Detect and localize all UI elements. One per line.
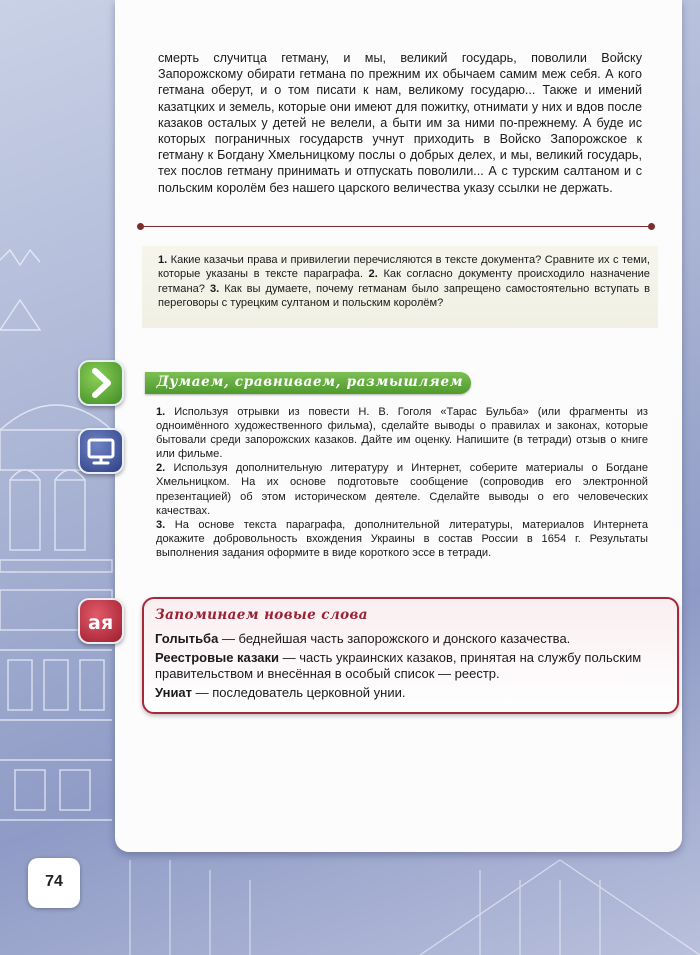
tasks-list xyxy=(156,405,648,560)
task-item xyxy=(156,461,648,517)
vocabulary-title: Запоминаем новые слова xyxy=(155,607,368,623)
vocabulary-definition: — беднейшая часть запорожского и донского казачества. xyxy=(218,631,571,646)
question-number: 2. xyxy=(368,268,378,281)
vocabulary-list xyxy=(155,631,655,704)
document-quote: смерть случитца гетману, и мы, великий государь, поволили Войску Запорожскому обирати гетмана по прежним их обычаем самим меж себя. А кого гетмана оберут, и о том писати к нам, великому государю... Также и имений казатцких и земель, которые они имеют для пожитку, отнимати у них и вдов после казаков осталых у детей не велели, а быти им за ними по-прежнему. А буде ис которых пограничных государств учнут приходить в Войско Запорожское к гетману к Богдану Хмельницкому послы о добрых делех, и мы, великий государь, тех послов гетману принимать и отпускать поволили... А с турским салтаном и с польским королём без нашего царского величества указу ссылки не держать. xyxy=(158,51,642,195)
document-questions xyxy=(158,253,650,310)
task-item xyxy=(156,405,648,461)
vocabulary-definition: — часть украинских казаков, принятая на службу польским правительством и внесённая в особый список — реестр. xyxy=(155,650,642,681)
svg-text:я: я xyxy=(101,612,114,634)
vocabulary-entry xyxy=(155,650,655,682)
question-text: Как согласно документу происходило назначение гетмана? xyxy=(158,268,650,295)
vocabulary-term: Униат xyxy=(155,685,193,700)
svg-text:а: а xyxy=(88,612,101,634)
task-text: На основе текста параграфа, дополнительной литературы, материалов Интернета докажите добровольность вхождения Украины в состав России в 1654 г. Результаты выполнения задания оформите в виде короткого эссе в тетради. xyxy=(156,518,648,559)
vocabulary-entry xyxy=(155,685,655,701)
letters-icon[interactable] xyxy=(78,598,124,644)
vocabulary-entry xyxy=(155,631,655,647)
question-number: 3. xyxy=(209,282,220,295)
page-number: 74 xyxy=(45,873,63,890)
question-number: 1. xyxy=(158,254,168,266)
question-text: Как вы думаете, почему гетманам было запрещено самостоятельно вступать в переговоры с турецким султаном и польским королём? xyxy=(158,282,650,309)
task-text: Используя отрывки из повести Н. В. Гоголя «Тарас Бульба» (или фрагменты из одноимённого художественного фильма), сделайте выводы о правилах и законах, которые бытовали среди запорожских казаков. Дайте им оценку. Напишите (в тетради) отзыв о книге или фильме. xyxy=(156,406,648,461)
computer-monitor-icon[interactable] xyxy=(78,428,124,474)
task-text: Используя дополнительную литературу и Интернет, соберите материалы о Богдане Хмельницком. На их основе подготовьте сообщение (сопроводив его электронной презентацией) об этом историческом деятеле. Сделайте выводы о его человеческих качествах. xyxy=(156,462,648,517)
task-number: 2. xyxy=(156,462,166,475)
chevron-right-icon[interactable] xyxy=(78,360,124,406)
vocabulary-term: Голытьба xyxy=(155,631,219,646)
vocabulary-definition: — последователь церковной унии. xyxy=(192,685,406,700)
section-divider xyxy=(140,226,652,227)
section-title: Думаем, сравниваем, размышляем xyxy=(156,374,464,390)
task-number: 1. xyxy=(156,406,166,418)
question-text: Какие казачьи права и привилегии перечисляются в тексте документа? Сравните их с теми, которые указаны в тексте параграфа. xyxy=(158,254,650,281)
task-item xyxy=(156,518,648,560)
vocabulary-term: Реестровые казаки xyxy=(155,650,279,665)
task-number: 3. xyxy=(156,518,166,531)
